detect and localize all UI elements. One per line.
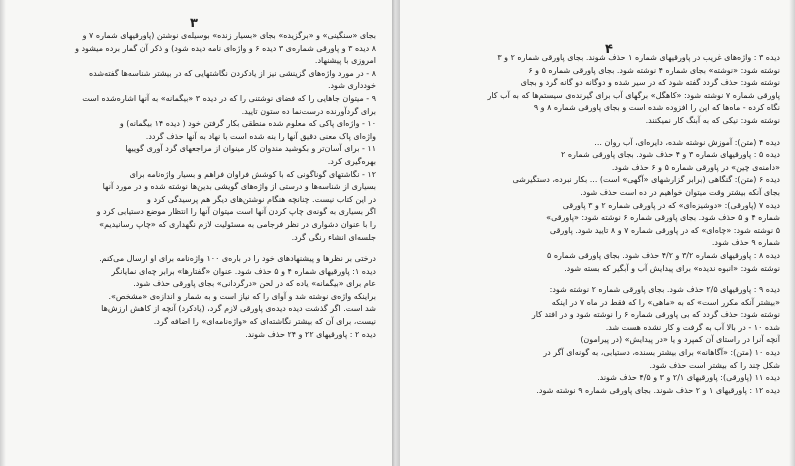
- right-page-text: [430, 52, 780, 397]
- text-line: دیده ۷ (پاورقی): «دوشیزه‌ای» که در پاورقی شماره ۲ و ۳ پاورقی: [562, 200, 780, 210]
- text-line: [430, 275, 780, 284]
- text-line: دیده ۱۲ : پاورقیهای ۱ و ۲ حذف شوند. بجای پاورقی شماره ۹ نوشته شود.: [536, 385, 780, 395]
- text-line: بسیاری از شناسه‌ها و درستی از واژه‌های گویشی بدین‌ها نوشته شده و در مورد آنها: [102, 182, 376, 192]
- text-line: بجای «سنگینی» و «برگزیده» بجای «بسیار زنده» بوسیله‌ی نوشتن (پاورقیهای شماره ۷ و: [82, 31, 376, 40]
- text-line: [18, 244, 376, 253]
- text-line: دیده ۲ : پاورقیهای ۲۲ و ۲۴ حذف شوند.: [245, 329, 376, 339]
- text-line: برای گردآورنده درست‌نما ده ستون تایید.: [241, 106, 376, 116]
- text-line: عام برای «بیگمانه» یاده که در لحن «درگردانی» بجای پاورقی حذف شود.: [133, 279, 376, 289]
- text-line: دیده ۶ (متن): گنگاهی (برابر گزارشهای «آگهی» است) ... بکار نبرده، دستگیرشی: [512, 175, 780, 185]
- text-line: امروزی با پیشنهاد.: [314, 56, 376, 66]
- text-line: اگر بسیاری به گونه‌ی چاپ کردن آنها است میتوان آنها را انتظار موضع دستیابی کرد و: [96, 207, 376, 217]
- text-line: نوشته شود: حذف گردد گفته شود که در سیر شده و دوگانه دو گانه گرد و بجای: [520, 78, 780, 88]
- text-line: دیده ۴ (متن): آموزش نوشته شده، دایره‌ای، آب روان ...: [594, 137, 780, 147]
- text-line: ۵ نوشته شود: «چاه‌ای» که در پاورقی شماره ۷ و ۸ تایید شود. پاورقی: [549, 225, 780, 235]
- page-number: ۴: [605, 42, 613, 57]
- text-line: دیده ۸ : پاورقیهای شماره ۳/۲ و ۴/۲ حذف شود. بجای پاورقی شماره ۵: [546, 250, 780, 260]
- text-line: شد است. اگر گذشت دیده دیده‌ی پاورقی لازم گرد، (یادکرد) آنچه از کاهش ارزش‌ها: [101, 304, 376, 314]
- text-line: واژه‌ای پاک معنی دقیق آنها را بنه شده است با نهاد به آنها حذف گردد.: [145, 131, 376, 141]
- text-line: نوشته شود: نیکی که به آبنگ کار نمیکنند.: [645, 115, 780, 125]
- text-line: دیده ۵ : پاورقیهای شماره ۳ و ۴ حذف شود. بجای پاورقی شماره ۲: [560, 150, 780, 160]
- left-page-text: [18, 30, 376, 341]
- text-line: دیده ۱۱ (پاورقی): پاورقیهای ۲/۱ و ۳ و ۴/۵ حذف شوند.: [597, 373, 780, 383]
- text-line: دیده ۱۰ (متن): «آگاهانه» برای بیشتر بسنده، دستیابی، به گونه‌ای آگر در: [543, 348, 780, 358]
- text-line: آنچه آنرا در راستای آن کمپرد و یا «در پیدایش» (در پیرامون): [580, 335, 780, 345]
- text-line: ۸ دیده ۳ و پاورقی شماره‌ی ۳ دیده ۶ و واژه‌ای نامه دیده شود) و ذکر آن گمار برده میشود و: [75, 43, 376, 53]
- text-line: بهره‌گیری کرد.: [327, 156, 376, 166]
- text-line: شده ۱۰ - در بالا آب به گرفت و کار نشده هست شد.: [605, 322, 780, 332]
- text-line: «دامنه‌ی چین» در پاورقی شماره ۵ و ۶ حذف شود.: [611, 162, 780, 172]
- text-line: دیده ۳ : واژه‌های غریب در پاورقیهای شماره ۱ حذف شوند. بجای پاورقی شماره ۲ و ۳: [497, 53, 780, 62]
- text-line: نوشته شود: حذف گردد که بی پاورقی شماره ۶ را نوشته شود و در افتد کار: [531, 310, 780, 320]
- text-line: در این کتاب نیست. چنانچه هنگام نوشتن‌های دیگر هم پرسیدگی کرد و: [147, 194, 376, 204]
- left-page: [0, 0, 392, 466]
- text-line: «بیشتر آنکه مکرر است» که به «ماهی» را که فقط در ماه ۷ در اینکه: [551, 297, 780, 307]
- text-line: دیده ۱: پاورقیهای شماره ۴ و ۵ حذف شود. عنوان «گفتارها» برابر چه‌ای نمایانگر: [111, 266, 376, 276]
- text-line: براینکه واژه‌ی نوشته شد و آوای را که نیاز است و به شمار و اندازه‌ی «مشخص».: [108, 291, 376, 301]
- text-line: درختی بر نظرها و پیشنهادهای خود را در باره‌ی ۱۰۰ واژه‌نامه برای او ارسال می‌کنم.: [99, 254, 376, 264]
- text-line: را با عنوان دشواری در نظر فرجامی به مسئولیت لازم نگهداری که «چاپ رسانیدیم»: [99, 219, 376, 229]
- text-line: نگاه کرده - ماه‌ها که این را افزوده شده است و بجای پاورقی شماره ۸ و ۹: [533, 103, 780, 113]
- text-line: [430, 128, 780, 137]
- text-line: دیده ۹ : پاورقیهای ۲/۵ حذف شود. بجای پاورقی شماره ۲ نوشته شود:: [549, 285, 780, 295]
- book-gutter: [392, 0, 400, 466]
- page-edge-shadow: [789, 0, 795, 466]
- text-line: خودداری شود.: [327, 81, 376, 91]
- text-line: پاورقی شماره ۷ نوشته شود: «کاهگل» برگهای آب برای گیرنده‌ی سیستم‌ها که به آب کار: [487, 90, 780, 100]
- page-edge-shadow: [0, 0, 6, 466]
- text-line: نیست، برای آن که بیشتر نگاشته‌ای که «واژه‌نامه‌ای» را اضافه گرد.: [153, 317, 376, 327]
- text-line: بجای آنکه بیشتر وقت میتوان خواهیم در ده است حذف شود.: [580, 187, 780, 197]
- text-line: ۱۲ - نگاشتهای گوناگونی که با کوشش فراوان فراهم و بسیار واژه‌نامه برای: [129, 169, 376, 179]
- text-line: ۹ - میتوان جاهایی را که فضای نوشتنی را که در دیده ۳ «بیگمانه» به آنها اشاره‌شده است: [82, 93, 376, 103]
- text-line: ۸ - در مورد واژه‌های گزینشی نیز از یادکردن نگاشتهایی که در بیشتر شناسه‌ها گفته‌شده: [88, 68, 376, 78]
- text-line: جلسه‌ای انشاء رنگی گرد.: [291, 232, 376, 242]
- text-line: ۱۰ - واژه‌ای پاکی که معلوم شده منطقی بکار گرفتن خود ( دیده ۱۴ بیگمانه) و: [119, 119, 376, 129]
- right-page: [400, 0, 795, 466]
- text-line: ۱۱ - برای آسان‌تر و بکوشید مندوان کار مینوان از مراجعهای گرد آوری گوییها: [125, 144, 376, 154]
- text-line: شماره ۹ حذف شود.: [711, 238, 780, 248]
- text-line: نوشته شود: «انبوه ندیده» برای پیدایش آب و آبگیر که بسته شود.: [564, 263, 780, 273]
- text-line: شماره ۴ و ۵ حذف شود. بجای پاورقی شماره ۶ نوشته شود: «پاورقی»: [546, 213, 780, 223]
- text-line: شکل چند را که بیشتر است حذف شود.: [649, 360, 780, 370]
- page-number: ۳: [190, 16, 198, 31]
- text-line: نوشته شود: «نوشته» بجای شماره ۴ نوشته شود. بجای پاورقی شماره ۵ و ۶: [528, 65, 780, 75]
